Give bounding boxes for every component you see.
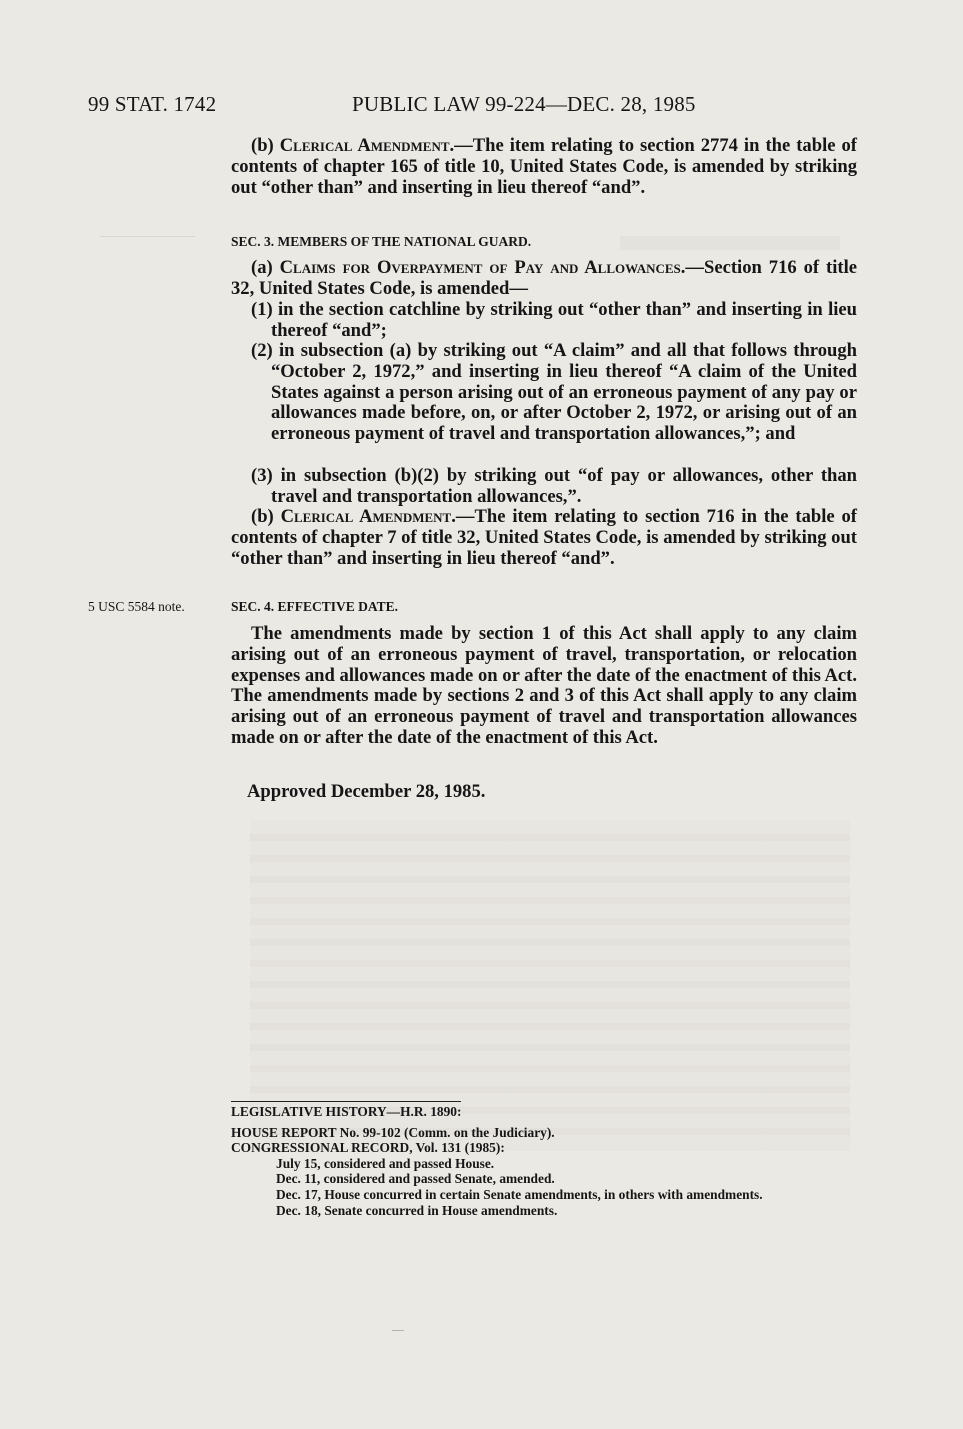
page-mark (392, 1330, 404, 1331)
sec3-heading: SEC. 3. MEMBERS OF THE NATIONAL GUARD. (231, 234, 532, 249)
history-entry: July 15, considered and passed House. (276, 1155, 495, 1171)
subsection-caption: Claims for Overpayment of Pay and Allowances. (279, 257, 686, 278)
bleed-through (620, 236, 840, 250)
approval-date: Approved December 28, 1985. (247, 781, 486, 802)
sec3-a: (a) Claims for Overpayment of Pay and Allowances.—Section 716 of title 32, United States Code, is amended— (231, 257, 857, 299)
subsection-caption: Clerical Amendment. (280, 506, 456, 527)
page-number: 99 STAT. 1742 (88, 92, 217, 116)
margin-note: 5 USC 5584 note. (88, 599, 185, 614)
bleed-through (100, 236, 195, 265)
sec4-heading: SEC. 4. EFFECTIVE DATE. (231, 599, 399, 614)
legislative-history (231, 1101, 831, 1218)
house-report: HOUSE REPORT No. 99-102 (Comm. on the Judiciary). (231, 1124, 555, 1140)
sec3-item-1: (1) in the section catchline by striking out “other than” and inserting in lieu thereof “and”; (251, 299, 857, 341)
history-entry: Dec. 11, considered and passed Senate, amended. (276, 1171, 555, 1187)
sec3-item-2: (2) in subsection (a) by striking out “A claim” and all that follows through “October 2, 1972,” and inserting in lieu thereof “A claim of the United States against a person arising out of an erroneous payment of any pay or allowances made before, on, or after October 2, 1972, or arising out of an erroneous payment of travel and transportation allowances,”; and (251, 340, 857, 445)
history-entry: Dec. 18, Senate concurred in House amendments. (276, 1202, 558, 1218)
history-title: LEGISLATIVE HISTORY—H.R. 1890: (231, 1101, 461, 1120)
sec4-text: The amendments made by section 1 of this Act shall apply to any claim arising out of an erroneous payment of travel, transportation, or relocation expenses and allowances made on or after the date of the enactment of this Act. The amendments made by sections 2 and 3 of this Act shall apply to any claim arising out of an erroneous payment of travel and transportation allowances made on or after the date of the enactment of this Act. (231, 623, 857, 748)
sec3-item-3: (3) in subsection (b)(2) by striking out “of pay or allowances, other than travel and transportation allowances,”. (251, 465, 857, 507)
sec2-clerical-amendment: (b) Clerical Amendment.—The item relating to section 2774 in the table of contents of chapter 165 of title 10, United States Code, is amended by striking out “other than” and inserting in lieu thereof “and”. (231, 135, 857, 198)
history-entry: Dec. 17, House concurred in certain Senate amendments, in others with amendments. (276, 1186, 763, 1202)
page-title: PUBLIC LAW 99-224—DEC. 28, 1985 (352, 92, 696, 116)
congressional-record: CONGRESSIONAL RECORD, Vol. 131 (1985): (231, 1140, 505, 1156)
subsection-caption: Clerical Amendment. (279, 135, 455, 156)
sec3-b: (b) Clerical Amendment.—The item relating to section 716 in the table of contents of chapter 7 of title 32, United States Code, is amended by striking out “other than” and inserting in lieu thereof “and”. (231, 506, 857, 569)
